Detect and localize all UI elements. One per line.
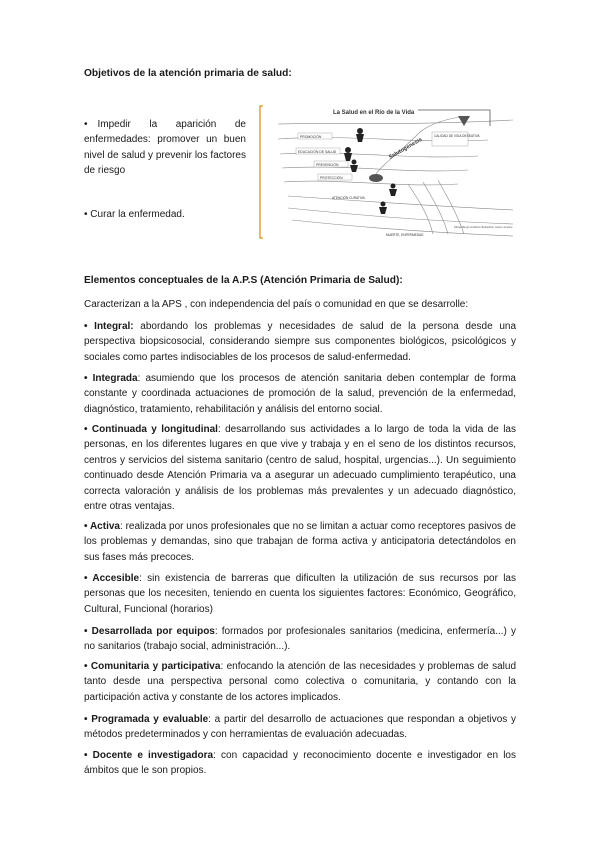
item-term: • Continuada y longitudinal bbox=[84, 424, 218, 435]
item-term: • Programada y evaluable bbox=[84, 714, 209, 725]
label-atencion: ATENCIÓN CURATIVA bbox=[332, 196, 365, 200]
objective-1-line1: Impedir la aparición de bbox=[97, 119, 246, 130]
item-text: : sin existencia de barreras que dificulten la utilización de sus recursos por las personas que los necesiten, teniendo en cuenta los siguientes factores: Económico, Geográfico, Cultural, Funcional (horarios) bbox=[84, 573, 516, 615]
item-text: : formados por profesionales sanitarios (medicina, enfermería...) y no sanitarios (trabajo social, administración...). bbox=[84, 626, 516, 653]
figure-credit: Dibujo Bengt Lindström Biofipolica: Jesse Lemoine bbox=[454, 226, 513, 229]
item-text: : asumiendo que los procesos de atención sanitaria deben contemplar de forma constante y coordinada actuaciones de promoción de la salud, prevención de la enfermedad, diagnóstico, tratamiento, rehabilitación y análisis del entorno social. bbox=[84, 373, 516, 415]
heading-elements: Elementos conceptuales de la A.P.S (Atención Primaria de Salud): bbox=[84, 275, 403, 286]
item-text: : con capacidad y reconocimiento docente e investigador en los ámbitos que le son propios. bbox=[84, 750, 516, 777]
item-term: • Docente e investigadora bbox=[84, 750, 214, 761]
item-term: • Comunitaria y participativa bbox=[84, 661, 221, 672]
item-comunitaria bbox=[84, 659, 516, 705]
item-integral bbox=[84, 319, 516, 365]
item-integrada bbox=[84, 371, 516, 417]
intro-paragraph: Caracterizan a la APS , con independencia del país o comunidad en que se desarrolle: bbox=[84, 299, 469, 310]
item-term: • Activa bbox=[84, 521, 120, 532]
item-term: • Accesible bbox=[84, 573, 140, 584]
item-programada bbox=[84, 712, 516, 743]
item-activa bbox=[84, 519, 516, 565]
health-river-figure bbox=[258, 104, 522, 240]
label-salutogenesis: Salutogenesis bbox=[388, 136, 424, 161]
item-text: abordando los problemas y necesidades de salud de la persona desde una perspectiva biopsicosocial, considerando siempre sus componentes biológicos, psicológicos y sociales como partes indisociables de los procesos de salud-enfermedad. bbox=[84, 321, 517, 363]
label-muerte: MUERTE, ENFERMEDAD bbox=[386, 233, 424, 237]
item-continuada bbox=[84, 422, 516, 514]
item-text: : a partir del desarrollo de actuaciones que respondan a objetivos y métodos predeterminados y con herramientas de evaluación adecuadas. bbox=[84, 714, 516, 741]
item-accesible bbox=[84, 571, 516, 617]
label-educacion: EDUCACIÓN DE SALUD bbox=[298, 150, 337, 154]
people-figures bbox=[344, 128, 397, 214]
item-text: : realizada por unos profesionales que no se limitan a actuar como receptores pasivos de los problemas y demandas, sino que trabajan de forma activa y anticipatoria detectándolos en sus fases más precoces. bbox=[84, 521, 516, 563]
objective-2: • Curar la enfermedad. bbox=[84, 209, 185, 220]
item-text: : desarrollando sus actividades a lo largo de toda la vida de las personas, en los diferentes lugares en que vive y trabaja y en el seno de los distintos recursos, centros y servicios del sistema sanitario (centro de salud, hospital, urgencias...). Un seguimiento continuado desde Atención Primaria va a asegurar un adecuado cumplimiento terapéutico, una correcta valoración y análisis de los problemas más prevalentes y un adecuado diagnóstico, entre otras ventajas. bbox=[84, 424, 516, 513]
label-prevencion: PREVENCIÓN bbox=[316, 163, 339, 167]
figure-title: La Salud en el Río de la Vida bbox=[333, 110, 415, 116]
label-proteccion: PROTECCIÓN bbox=[320, 176, 343, 180]
item-text: : enfocando la atención de las necesidades y problemas de salud tanto desde una perspectiva personal como colectiva o comunitaria, y contando con la participación activa y constante de los actores implicados. bbox=[84, 661, 517, 703]
objective-1-rest: enfermedades: promover un buen nivel de salud y prevenir los factores de riesgo bbox=[84, 134, 246, 177]
arrow-head-icon bbox=[458, 116, 470, 126]
objective-1 bbox=[84, 117, 246, 179]
label-promocion: PROMOCIÓN bbox=[300, 135, 322, 139]
item-equipos bbox=[84, 624, 516, 655]
item-term: • Integrada bbox=[84, 373, 138, 384]
label-calidad: CALIDAD DE VIDA DESEATIVA bbox=[434, 134, 480, 138]
item-docente bbox=[84, 748, 516, 779]
figure-bracket bbox=[260, 106, 263, 238]
heading-objectives: Objetivos de la atención primaria de salud: bbox=[84, 68, 292, 79]
item-term: • Desarrollada por equipos bbox=[84, 626, 215, 637]
objective-1-bullet: • bbox=[84, 119, 88, 130]
item-term: • Integral: bbox=[84, 321, 134, 332]
